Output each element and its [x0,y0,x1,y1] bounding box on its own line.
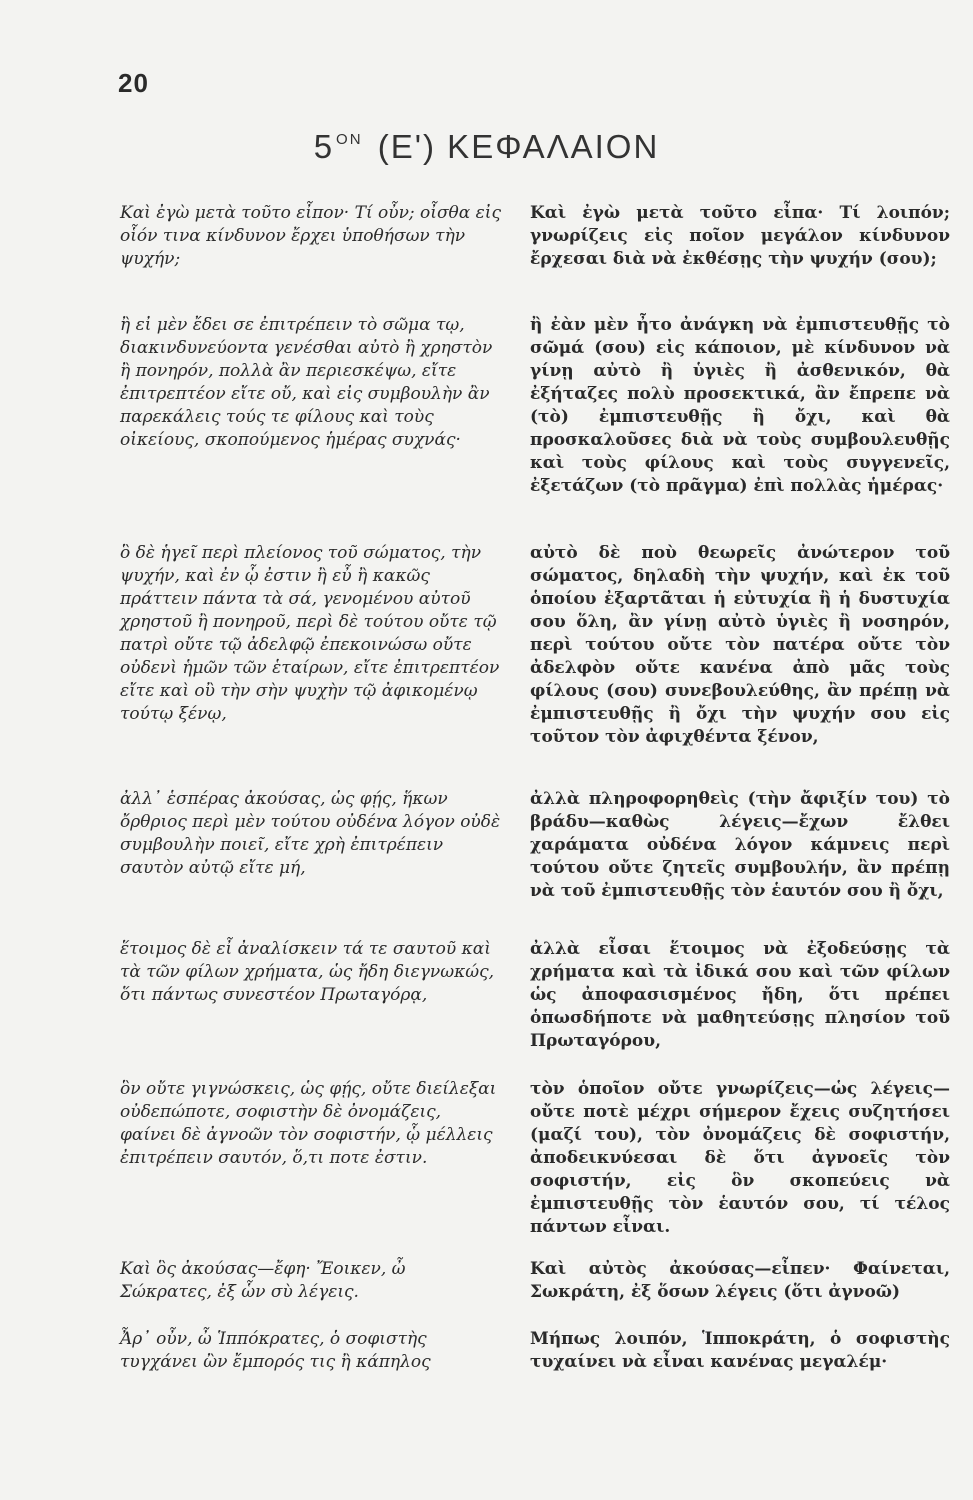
page-number: 20 [118,68,149,98]
modern-paragraph-8: Μήπως λοιπόν, Ἱπποκράτη, ὁ σοφιστὴς τυχαίνει νὰ εἶναι κανένας μεγαλέμ· [530,1329,950,1372]
modern-paragraph-2: ἢ ἐὰν μὲν ἦτο ἀνάγκη νὰ ἐμπιστευθῇς τὸ σῶμά (σου) εἰς κάποιον, μὲ κίνδυνον νὰ γίνῃ αὐτὸ ἢ ὑγιὲς ἢ ἀσθενικόν, θὰ ἐξήταζες πολὺ προσεκτικά, ἂν ἔπρεπε νὰ (τὸ) ἐμπιστευθῇς ἢ ὄχι, καὶ θὰ προσκαλοῦσες διὰ νὰ τοὺς συμβουλευθῇς καὶ τοὺς φίλους καὶ τοὺς συγγενεῖς, ἐξετάζων (τὸ πρᾶγμα) ἐπὶ πολλὰς ἡμέρας· [530,315,950,496]
modern-paragraph-6: τὸν ὁποῖον οὔτε γνωρίζεις—ὡς λέγεις—οὔτε ποτὲ μέχρι σήμερον ἔχεις συζητήσει (μαζί του), τὸν ὀνομάζεις δὲ σοφιστήν, ἀποδεικνύεσαι δὲ ὅτι ἀγνοεῖς τὸν σοφιστήν, εἰς ὃν σκοπεύεις νὰ ἐμπιστευθῇς τὸν ἑαυτόν σου, τί τέλος πάντων εἶναι. [530,1079,950,1237]
ancient-paragraph-6: ὃν οὔτε γιγνώσκεις, ὡς φῄς, οὔτε διείλεξαι οὐδεπώποτε, σοφιστὴν δὲ ὀνομάζεις, φαίνει δὲ ἀγνοῶν τὸν σοφιστήν, ᾧ μέλλεις ἐπιτρέπειν σαυτόν, ὅ,τι ποτε ἐστιν. [120,1079,497,1168]
ancient-paragraph-1: Καὶ ἐγὼ μετὰ τοῦτο εἶπον· Τί οὖν; οἶσθα εἰς οἷόν τινα κίνδυνον ἔρχει ὑποθήσων τὴν ψυχήν; [120,203,501,269]
modern-paragraph-4: ἀλλὰ πληροφορηθεὶς (τὴν ἄφιξίν του) τὸ βράδυ—καθὼς λέγεις—ἔχων ἔλθει χαράματα οὐδένα λόγον κάμνεις περὶ τούτου οὔτε ζητεῖς συμβουλήν, ἂν πρέπῃ νὰ τοῦ ἐμπιστευθῇς τὸν ἑαυτόν σου ἢ ὄχι, [530,789,950,901]
ancient-paragraph-3: ὃ δὲ ἡγεῖ περὶ πλείονος τοῦ σώματος, τὴν ψυχήν, καὶ ἐν ᾧ ἐστιν ἢ εὖ ἢ κακῶς πράττειν πάντα τὰ σά, γενομένου αὐτοῦ χρηστοῦ ἢ πονηροῦ, περὶ δὲ τούτου οὔτε τῷ πατρὶ οὔτε τῷ ἀδελφῷ ἐπεκοινώσω οὔτε οὐδενὶ ἡμῶν τῶν ἑταίρων, εἴτε ἐπιτρεπτέον εἴτε καὶ οὒ τὴν σὴν ψυχὴν τῷ ἀφικομένῳ τούτῳ ξένῳ, [120,543,500,724]
modern-paragraph-1: Καὶ ἐγὼ μετὰ τοῦτο εἶπα· Τί λοιπόν; γνωρίζεις εἰς ποῖον μεγάλον κίνδυνον ἔρχεσαι διὰ νὰ ἐκθέσῃς τὴν ψυχήν (σου); [530,203,950,269]
chapter-ordinal-suffix: ON [336,131,363,148]
chapter-number: 5 [313,128,335,165]
ancient-paragraph-4: ἀλλ᾽ ἑσπέρας ἀκούσας, ὡς φῄς, ἥκων ὄρθριος περὶ μὲν τούτου οὐδένα λόγον οὐδὲ συμβουλὴν ποιεῖ, εἴτε χρὴ ἐπιτρέπειν σαυτὸν αὐτῷ εἴτε μή, [120,789,501,878]
ancient-paragraph-5: ἕτοιμος δὲ εἶ ἀναλίσκειν τά τε σαυτοῦ καὶ τὰ τῶν φίλων χρήματα, ὡς ἤδη διεγνωκώς, ὅτι πάντως συνεστέον Πρωταγόρᾳ, [120,939,495,1005]
modern-paragraph-5: ἀλλὰ εἶσαι ἕτοιμος νὰ ἐξοδεύσῃς τὰ χρήματα καὶ τὰ ἰδικά σου καὶ τῶν φίλων ὡς ἀποφασισμένος ἤδη, ὅτι πρέπει ὁπωσδήποτε νὰ μαθητεύσῃς πλησίον τοῦ Πρωταγόρου, [530,939,950,1051]
chapter-title [0,128,973,166]
chapter-label: (Ε') ΚΕΦΑΛΑΙΟΝ [377,128,660,165]
modern-paragraph-7: Καὶ αὐτὸς ἀκούσας—εἶπεν· Φαίνεται, Σωκράτη, ἐξ ὅσων λέγεις (ὅτι ἀγνοῶ) [530,1259,950,1302]
ancient-paragraph-8: Ἆρ᾽ οὖν, ὦ Ἱππόκρατες, ὁ σοφιστὴς τυγχάνει ὢν ἔμπορός τις ἢ κάπηλος [120,1329,431,1372]
ancient-paragraph-7: Καὶ ὃς ἀκούσας—ἔφη· Ἔοικεν, ὦ Σώκρατες, ἐξ ὧν σὺ λέγεις. [120,1259,406,1302]
ancient-paragraph-2: ἢ εἰ μὲν ἔδει σε ἐπιτρέπειν τὸ σῶμα τῳ, διακινδυνεύοντα γενέσθαι αὐτὸ ἢ χρηστὸν ἢ πονηρόν, πολλὰ ἂν περιεσκέψω, εἴτε ἐπιτρεπτέον εἴτε οὔ, καὶ εἰς συμβουλὴν ἂν παρεκάλεις τούς τε φίλους καὶ τοὺς οἰκείους, σκοπούμενος ἡμέρας συχνάς· [120,315,493,450]
modern-paragraph-3: αὐτὸ δὲ ποὺ θεωρεῖς ἀνώτερον τοῦ σώματος, δηλαδὴ τὴν ψυχήν, καὶ ἐκ τοῦ ὁποίου ἐξαρτᾶται ἡ εὐτυχία ἢ ἡ δυστυχία σου ὅλη, ἂν γίνῃ αὐτὸ ὑγιὲς ἢ νοσηρόν, περὶ τούτου οὔτε τὸν πατέρα οὔτε τὸν ἀδελφὸν οὔτε κανένα ἀπὸ μᾶς τοὺς φίλους (σου) συνεβουλεύθης, ἂν πρέπῃ νὰ ἐμπιστευθῇς ἢ ὄχι τὴν ψυχήν σου εἰς τοῦτον τὸν ἀφιχθέντα ξένον, [530,543,950,747]
